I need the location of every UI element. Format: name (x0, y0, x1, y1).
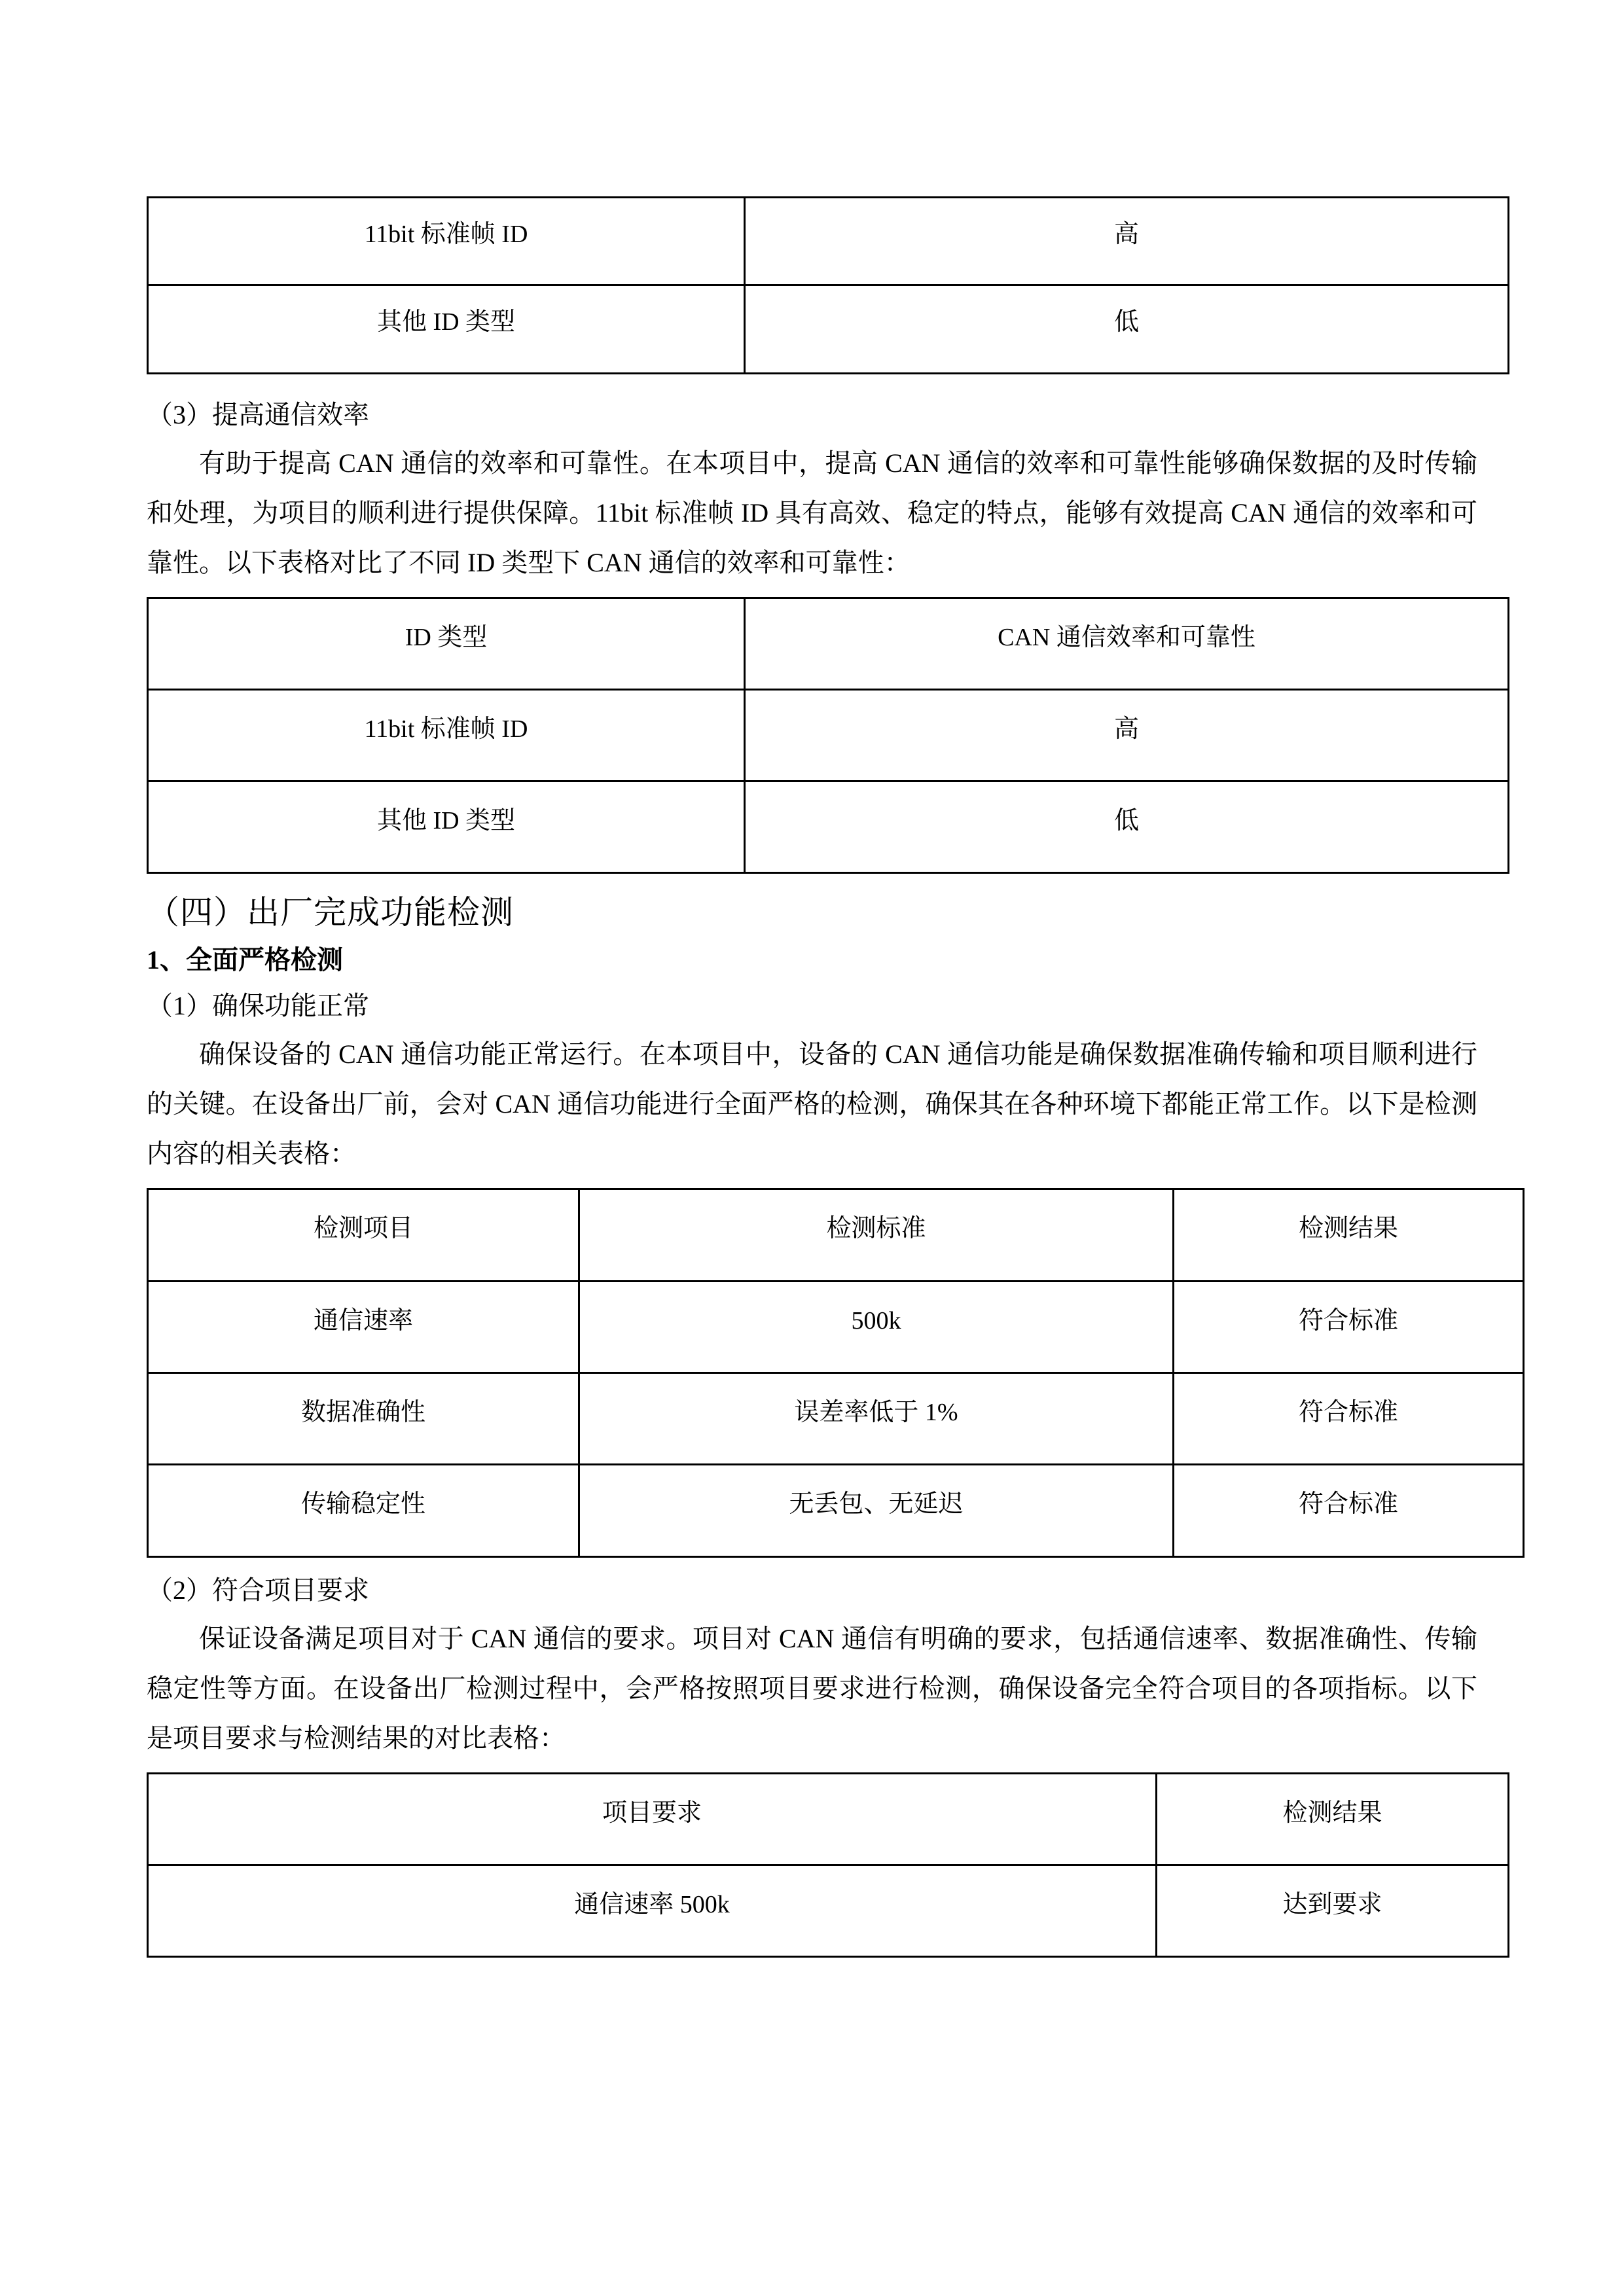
table-cell: 数据准确性 (148, 1373, 579, 1465)
table-cell: 低 (745, 285, 1509, 373)
table-cell: 符合标准 (1174, 1281, 1524, 1372)
heading-section-3: （3）提高通信效率 (147, 399, 369, 429)
table-cell: 通信速率 (148, 1281, 579, 1372)
table-row (148, 689, 1509, 781)
table-cell: 其他 ID 类型 (148, 781, 745, 873)
spacer (147, 374, 1477, 385)
table-row (148, 781, 1509, 873)
table-cell: 误差率低于 1% (579, 1373, 1174, 1465)
heading-section-4-sub-1: （1）确保功能正常 (147, 991, 369, 1021)
table-header-cell: 检测标准 (579, 1189, 1174, 1281)
id-priority-table (147, 196, 1509, 374)
table-cell: 通信速率 500k (148, 1865, 1157, 1956)
paragraph-section-4-sub-1: 确保设备的 CAN 通信功能正常运行。在本项目中，设备的 CAN 通信功能是确保数据准确传输和项目顺利进行的关键。在设备出厂前，会对 CAN 通信功能进行全面严格的检测，确保其在各种环境下都能正常工作。以下是检测内容的相关表格： (147, 1039, 1477, 1169)
table-header-cell: 检测结果 (1174, 1189, 1524, 1281)
table-cell: 高 (745, 689, 1509, 781)
table-row (148, 198, 1509, 285)
table-cell: 符合标准 (1174, 1373, 1524, 1465)
table-cell: 500k (579, 1281, 1174, 1372)
table-header-row (148, 598, 1509, 689)
heading-section-4-sub-2: （2）符合项目要求 (147, 1575, 369, 1605)
table-cell: 高 (745, 198, 1509, 285)
table-header-row (148, 1773, 1509, 1865)
table-cell: 其他 ID 类型 (148, 285, 745, 373)
table-cell: 11bit 标准帧 ID (148, 198, 745, 285)
heading-section-4-item-1: 1、全面严格检测 (147, 945, 343, 975)
detection-table (147, 1188, 1525, 1557)
table-row (148, 285, 1509, 373)
table-row (148, 1281, 1524, 1372)
table-header-cell: 项目要求 (148, 1773, 1157, 1865)
table-cell: 无丢包、无延迟 (579, 1465, 1174, 1556)
table-cell: 传输稳定性 (148, 1465, 579, 1556)
table-cell: 符合标准 (1174, 1465, 1524, 1556)
id-efficiency-table (147, 597, 1509, 874)
table-row (148, 1465, 1524, 1556)
document-content (147, 196, 1477, 1958)
table-cell: 达到要求 (1157, 1865, 1509, 1956)
table-header-cell: ID 类型 (148, 598, 745, 689)
table-header-cell: 检测项目 (148, 1189, 579, 1281)
paragraph-section-3: 有助于提高 CAN 通信的效率和可靠性。在本项目中，提高 CAN 通信的效率和可靠性能够确保数据的及时传输和处理，为项目的顺利进行提供保障。11bit 标准帧 ID 具有高效、稳定的特点，能够有效提高 CAN 通信的效率和可靠性。以下表格对比了不同 ID 类型下 CAN 通信的效率和可靠性： (147, 448, 1477, 577)
paragraph-section-4-sub-2: 保证设备满足项目对于 CAN 通信的要求。项目对 CAN 通信有明确的要求，包括通信速率、数据准确性、传输稳定性等方面。在设备出厂检测过程中，会严格按照项目要求进行检测，确保设备完全符合项目的各项指标。以下是项目要求与检测结果的对比表格： (147, 1623, 1477, 1753)
table-row (148, 1373, 1524, 1465)
requirement-table (147, 1772, 1509, 1958)
table-cell: 11bit 标准帧 ID (148, 689, 745, 781)
heading-section-4: （四）出厂完成功能检测 (147, 894, 514, 931)
table-header-cell: 检测结果 (1157, 1773, 1509, 1865)
table-header-row (148, 1189, 1524, 1281)
table-row (148, 1865, 1509, 1956)
table-header-cell: CAN 通信效率和可靠性 (745, 598, 1509, 689)
table-cell: 低 (745, 781, 1509, 873)
